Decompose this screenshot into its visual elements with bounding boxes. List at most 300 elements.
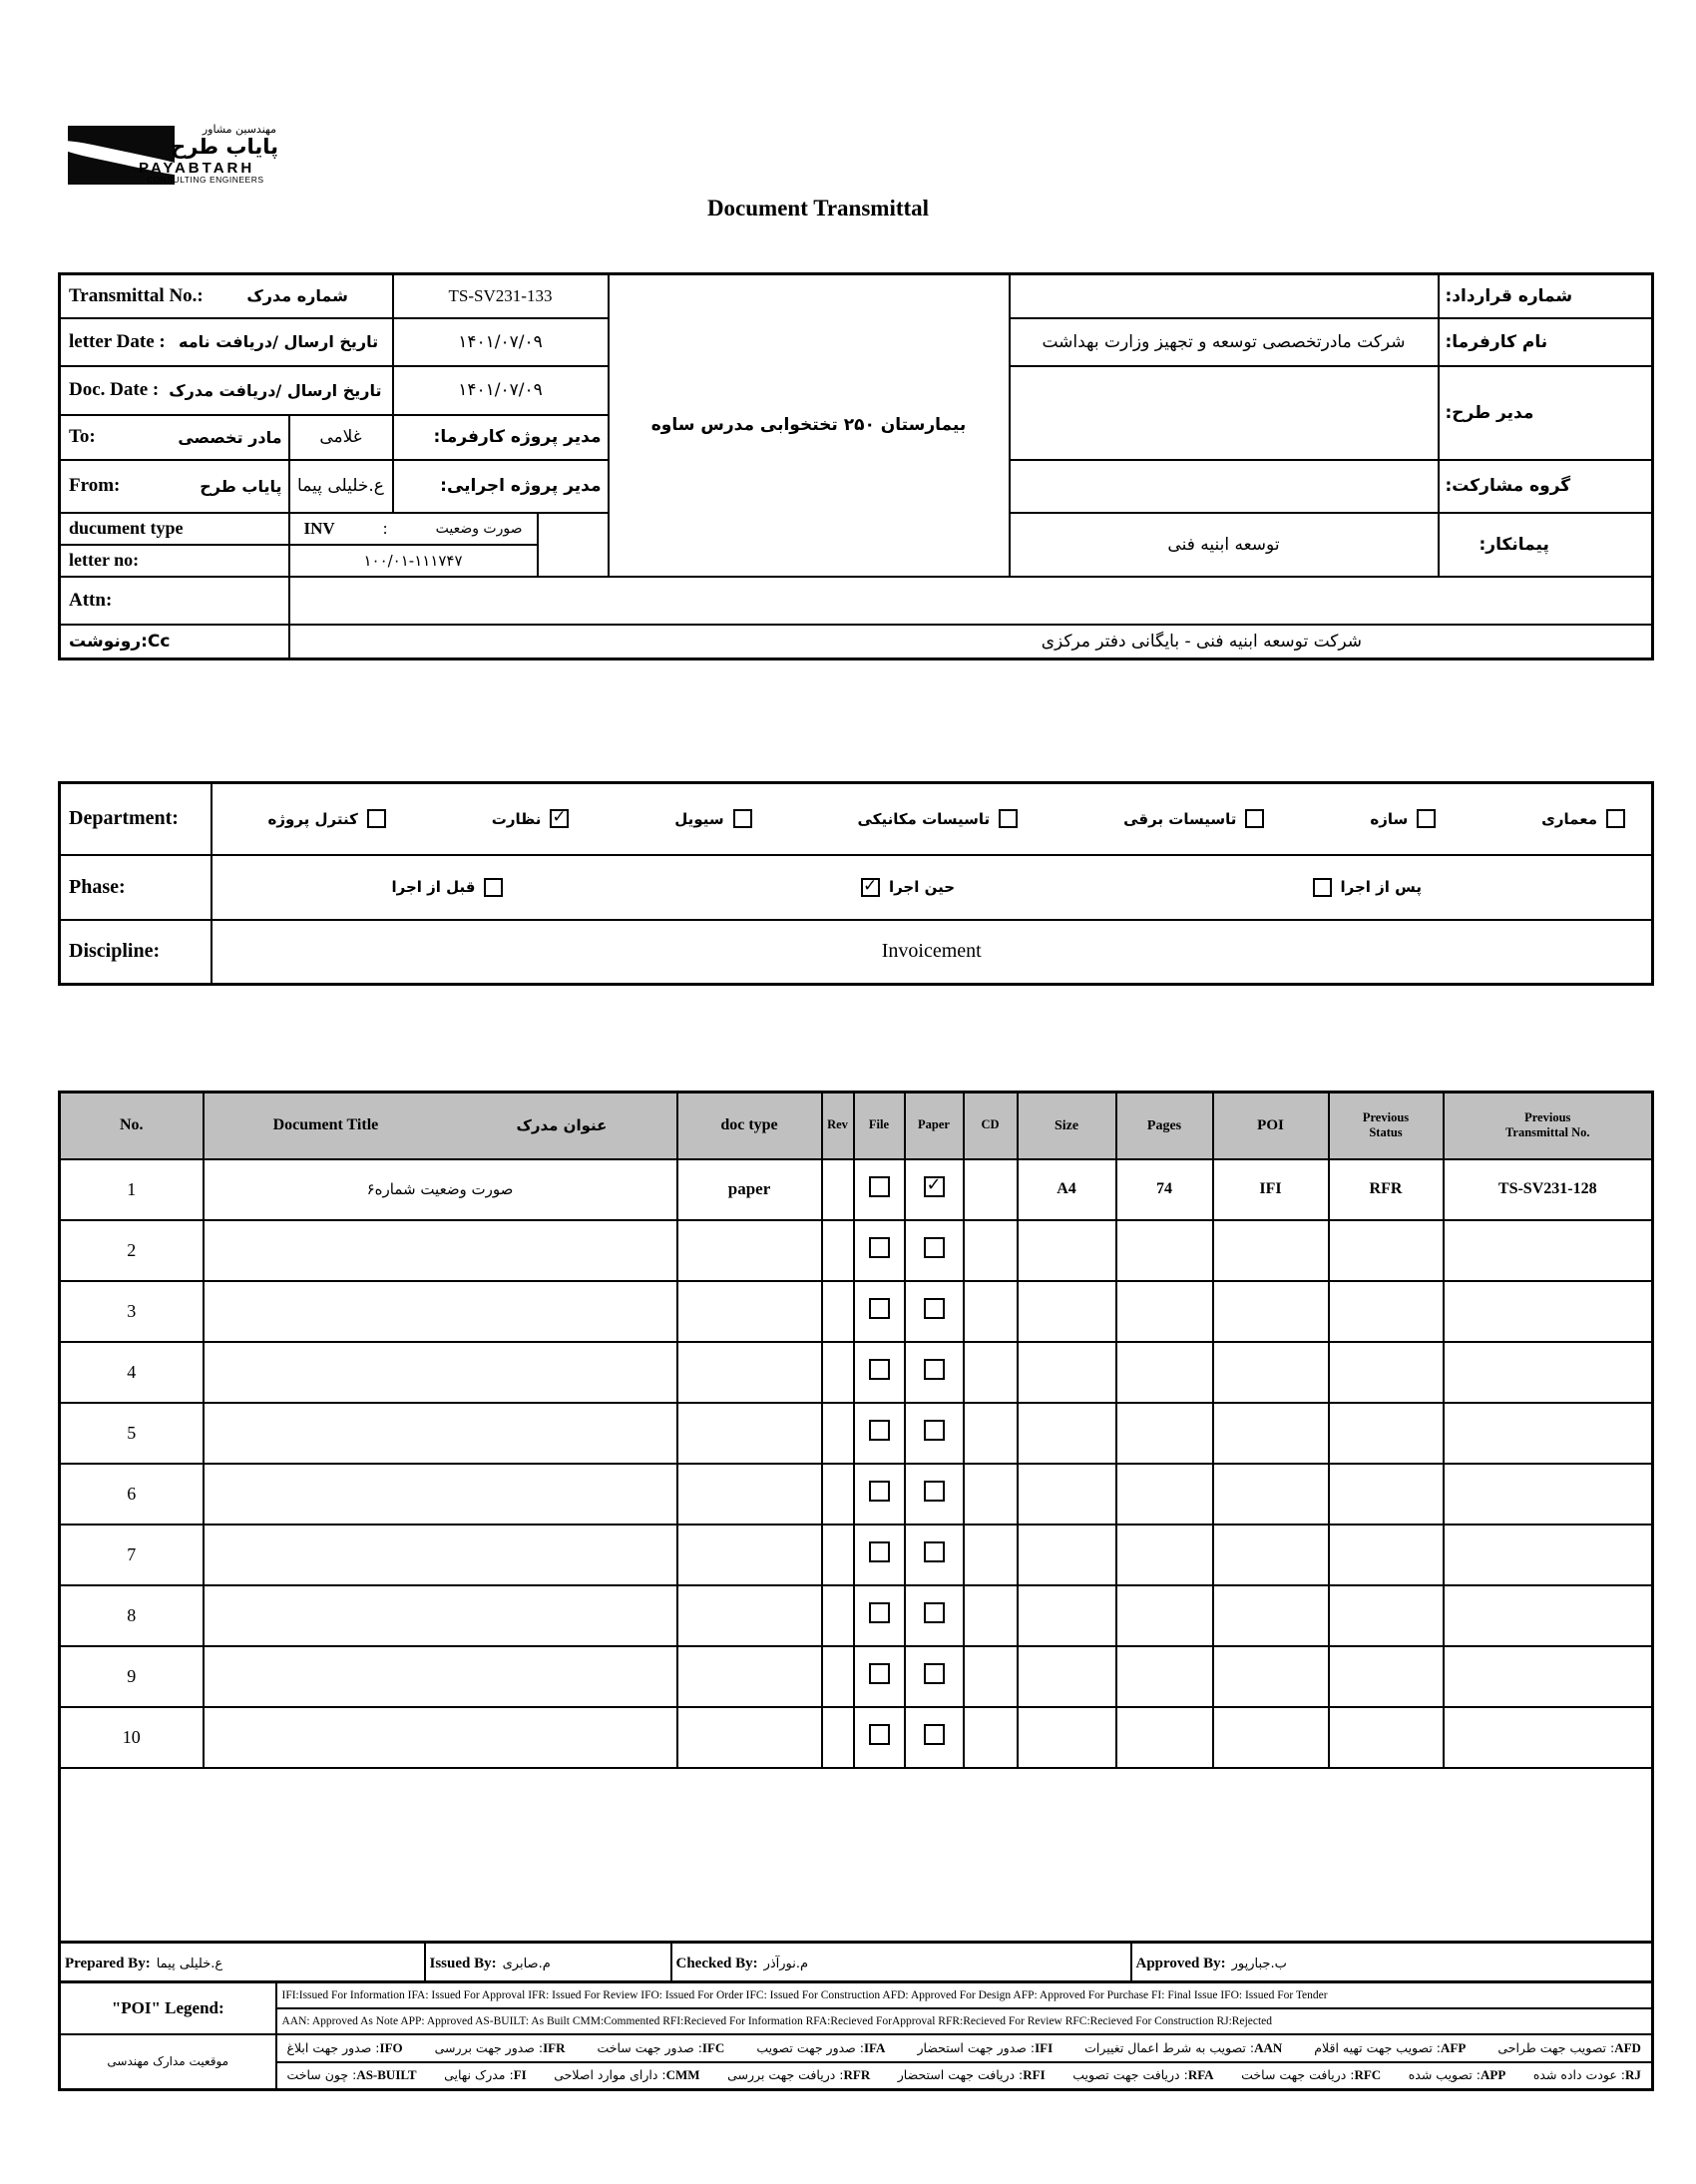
phase-options-cell: [212, 855, 1653, 920]
doc-row-poi: [1213, 1342, 1329, 1403]
doc-row-title: [204, 1585, 677, 1646]
contract-no-label: شماره قرارداد:: [1439, 274, 1653, 318]
to-cell: [60, 415, 289, 460]
prepared-by-label: Prepared By:: [65, 1955, 151, 1971]
doc-row-title: [204, 1220, 677, 1281]
fa-legend-pair: IFA: صدور جهت تصویب: [756, 2039, 886, 2055]
to-label: To:: [69, 426, 96, 447]
discipline-label: Discipline:: [60, 920, 212, 985]
phase-checkbox-group: [212, 878, 1652, 897]
department-option-label: کنترل پروژه: [267, 809, 358, 828]
department-option: [1370, 809, 1436, 828]
doc-row-prev-transmittal: [1444, 1525, 1653, 1585]
doc-row-file-cell: [854, 1342, 905, 1403]
col-header-poi: POI: [1213, 1092, 1329, 1159]
checkbox-icon[interactable]: [869, 1481, 890, 1502]
checkbox-icon[interactable]: [1313, 878, 1332, 897]
poi-legend-en-line1: IFI:Issued For Information IFA: Issued For Approval IFR: Issued For Review IFO: Issued For Order IFC: Issued For Construction AFD: Approved For Design AFP: Approved For Purchase FI: Final Issue IFO: Issued For Tender: [276, 1982, 1653, 2008]
to-org-fa: مادر تخصصی: [178, 427, 282, 447]
document-type-code: INV: [303, 518, 335, 538]
document-list-table: [58, 1091, 1654, 1944]
doc-row-size: A4: [1018, 1159, 1116, 1220]
doc-row-no: 3: [60, 1281, 204, 1342]
doc-row-prev-status: RFR: [1329, 1159, 1444, 1220]
doc-date-label-cell: [60, 366, 393, 415]
doc-row-pages: [1116, 1646, 1213, 1707]
to-role-label: مدیر پروژه کارفرما:: [393, 415, 609, 460]
doc-row-prev-transmittal: [1444, 1707, 1653, 1768]
checkbox-icon[interactable]: [924, 1663, 945, 1684]
doc-row-title: [204, 1342, 677, 1403]
partnership-value: [1010, 460, 1439, 513]
department-options-cell: [212, 783, 1653, 855]
doc-row-rev: [822, 1281, 854, 1342]
doc-row-size: [1018, 1342, 1116, 1403]
contractor-label: پیمانکار:: [1439, 513, 1653, 577]
doc-row-poi: [1213, 1403, 1329, 1464]
doc-row-paper-cell: [905, 1464, 964, 1525]
doc-row-title: [204, 1707, 677, 1768]
phase-label: Phase:: [60, 855, 212, 920]
doc-row-rev: [822, 1342, 854, 1403]
doc-row-doctype: [677, 1342, 822, 1403]
col-header-title: [204, 1092, 677, 1159]
doc-row-cd: [964, 1464, 1018, 1525]
doc-row-doctype: paper: [677, 1159, 822, 1220]
department-option: [1123, 809, 1264, 828]
doc-row-rev: [822, 1464, 854, 1525]
fa-legend-pair: AS-BUILT: چون ساخت: [286, 2067, 417, 2083]
doc-row-title: [204, 1281, 677, 1342]
col-header-paper: Paper: [905, 1092, 964, 1159]
doc-date-value: ۱۴۰۱/۰۷/۰۹: [393, 366, 609, 415]
col-header-prev-transmittal: Previous Transmittal No.: [1444, 1092, 1653, 1159]
phase-option: [1313, 878, 1422, 897]
discipline-value: Invoicement: [212, 920, 1653, 985]
doc-row-paper-cell: [905, 1342, 964, 1403]
doc-row-rev: [822, 1220, 854, 1281]
doc-row-cd: [964, 1525, 1018, 1585]
doc-row-title: صورت وضعیت شماره۶: [204, 1159, 677, 1220]
doc-row-rev: [822, 1159, 854, 1220]
checkbox-icon[interactable]: [869, 1602, 890, 1623]
doc-row-poi: [1213, 1707, 1329, 1768]
checkbox-icon[interactable]: [869, 1420, 890, 1441]
doc-row-cd: [964, 1646, 1018, 1707]
col-header-file: File: [854, 1092, 905, 1159]
doc-row-size: [1018, 1281, 1116, 1342]
col-header-prev-status: Previous Status: [1329, 1092, 1444, 1159]
page-title: Document Transmittal: [706, 196, 930, 220]
doc-row-pages: [1116, 1525, 1213, 1585]
prepared-by-name: ع.خلیلی پیما: [156, 1956, 223, 1971]
doc-row-size: [1018, 1403, 1116, 1464]
doc-row-prev-status: [1329, 1646, 1444, 1707]
department-option-label: سیویل: [674, 809, 724, 828]
attn-label-cell: [60, 577, 289, 625]
doc-row-no: 1: [60, 1159, 204, 1220]
col-header-size: Size: [1018, 1092, 1116, 1159]
doc-row-prev-status: [1329, 1403, 1444, 1464]
document-type-label: ducument type: [69, 518, 184, 538]
checkbox-icon[interactable]: [869, 1663, 890, 1684]
checkbox-icon[interactable]: [484, 878, 503, 897]
checkbox-icon[interactable]: [869, 1176, 890, 1197]
col-header-doctype: doc type: [677, 1092, 822, 1159]
fa-legend-pair: IFI: صدور جهت استحضار: [917, 2039, 1054, 2055]
doc-row-no: 5: [60, 1403, 204, 1464]
doc-row-file-cell: [854, 1707, 905, 1768]
department-option: [492, 809, 570, 828]
doc-row-cd: [964, 1707, 1018, 1768]
doc-row-no: 10: [60, 1707, 204, 1768]
doc-row-doctype: [677, 1707, 822, 1768]
checkbox-icon[interactable]: [869, 1359, 890, 1380]
transmittal-no-label-en: Transmittal No.:: [69, 284, 204, 306]
doc-row-size: [1018, 1646, 1116, 1707]
from-org-fa: پایاب طرح: [200, 476, 282, 496]
doc-row-file-cell: [854, 1585, 905, 1646]
doc-row-size: [1018, 1220, 1116, 1281]
doc-row-no: 6: [60, 1464, 204, 1525]
phase-option-label: حین اجرا: [888, 878, 956, 896]
fa-legend-pair: RFA: دریافت جهت تصویب: [1072, 2067, 1214, 2083]
department-option-label: سازه: [1370, 809, 1409, 828]
checkbox-icon[interactable]: [869, 1298, 890, 1319]
doc-row-no: 7: [60, 1525, 204, 1585]
doc-row-pages: [1116, 1464, 1213, 1525]
department-checkbox-group: [212, 809, 1652, 828]
attn-label: Attn:: [69, 589, 113, 611]
brand-tagline-fa: مهندسین مشاور: [202, 123, 276, 136]
doc-row-paper-cell: [905, 1403, 964, 1464]
department-option-label: معماری: [1541, 809, 1597, 828]
fa-legend-pair: AAN: تصویب به شرط اعمال تغییرات: [1084, 2039, 1283, 2055]
checkbox-icon[interactable]: [733, 809, 752, 828]
approved-by-name: ب.جبارپور: [1231, 1956, 1287, 1971]
checkbox-icon[interactable]: [924, 1298, 945, 1319]
doc-row-cd: [964, 1220, 1018, 1281]
doc-table-row: [60, 1525, 1653, 1585]
col-header-no: No.: [60, 1092, 204, 1159]
checked-by-label: Checked By:: [675, 1955, 758, 1971]
legend-table: [58, 1980, 1654, 2091]
doc-row-cd: [964, 1342, 1018, 1403]
approved-by-label: Approved By:: [1135, 1955, 1226, 1971]
doc-row-size: [1018, 1464, 1116, 1525]
department-option-label: تاسیسات مکانیکی: [857, 809, 991, 828]
doc-row-prev-status: [1329, 1281, 1444, 1342]
doc-row-paper-cell: [905, 1159, 964, 1220]
fa-legend-line1: [277, 2040, 1652, 2056]
doc-row-paper-cell: [905, 1220, 964, 1281]
checkbox-icon[interactable]: [924, 1724, 945, 1745]
doc-row-no: 4: [60, 1342, 204, 1403]
checked-by-cell: [671, 1943, 1131, 1982]
doc-table-row: [60, 1403, 1653, 1464]
checked-by-name: م.نورآذر: [763, 1956, 809, 1971]
checkbox-icon[interactable]: [924, 1541, 945, 1562]
issued-by-cell: [425, 1943, 671, 1982]
col-header-title-en: Document Title: [272, 1116, 379, 1134]
issued-by-label: Issued By:: [429, 1955, 497, 1971]
transmittal-no-label-fa: شماره مدرک: [246, 286, 348, 306]
fa-legend-pair: CMM: دارای موارد اصلاحی: [554, 2067, 700, 2083]
doc-row-pages: [1116, 1220, 1213, 1281]
from-label: From:: [69, 475, 121, 496]
poi-legend-en-line2: AAN: Approved As Note APP: Approved AS-BUILT: As Built CMM:Commented RFI:Recieved For Information RFA:Recieved ForApproval RFR:Recieved For Review RFC:Recieved For Construction RJ:Rejected: [276, 2008, 1653, 2034]
prepared-by-cell: [60, 1943, 425, 1982]
checkbox-icon[interactable]: [1245, 809, 1264, 828]
doc-row-prev-transmittal: [1444, 1646, 1653, 1707]
col-header-cd: CD: [964, 1092, 1018, 1159]
checkbox-icon[interactable]: [869, 1237, 890, 1258]
fa-legend-pair: IFO: صدور جهت ابلاغ: [286, 2039, 403, 2055]
checkbox-checked-icon[interactable]: [924, 1176, 945, 1197]
letter-no-label-cell: [60, 545, 289, 577]
doc-row-prev-transmittal: [1444, 1342, 1653, 1403]
fa-legend-pair: RFC: دریافت جهت ساخت: [1241, 2067, 1382, 2083]
doc-row-file-cell: [854, 1464, 905, 1525]
doc-row-prev-transmittal: [1444, 1220, 1653, 1281]
doc-row-rev: [822, 1525, 854, 1585]
fa-legend-line1-cell: [276, 2034, 1653, 2062]
document-type-colon: :: [382, 518, 388, 538]
doc-date-label-fa: تاریخ ارسال /دریافت مدرک: [169, 380, 382, 400]
doc-row-paper-cell: [905, 1707, 964, 1768]
doc-row-paper-cell: [905, 1646, 964, 1707]
doc-table-empty-cell: [60, 1768, 1653, 1943]
doc-row-file-cell: [854, 1646, 905, 1707]
doc-row-size: [1018, 1707, 1116, 1768]
doc-row-prev-status: [1329, 1464, 1444, 1525]
project-name-cell: بیمارستان ۲۵۰ تختخوابی مدرس ساوه: [609, 274, 1010, 577]
classification-table: [58, 781, 1654, 986]
doc-table-row: [60, 1281, 1653, 1342]
letter-date-label-cell: [60, 318, 393, 366]
doc-table-row: [60, 1707, 1653, 1768]
letter-no-label: letter no:: [69, 550, 140, 570]
doc-row-doctype: [677, 1464, 822, 1525]
checkbox-icon[interactable]: [924, 1359, 945, 1380]
checkbox-checked-icon[interactable]: [550, 809, 569, 828]
doc-row-doctype: [677, 1585, 822, 1646]
from-person: ع.خلیلی پیما: [289, 460, 393, 513]
fa-legend-pair: FI: مدرک نهایی: [444, 2067, 527, 2083]
checkbox-icon[interactable]: [924, 1602, 945, 1623]
doc-row-poi: [1213, 1220, 1329, 1281]
contractor-value: توسعه ابنیه فنی: [1010, 513, 1439, 577]
doc-row-no: 8: [60, 1585, 204, 1646]
doc-row-prev-transmittal: [1444, 1585, 1653, 1646]
doc-row-pages: [1116, 1281, 1213, 1342]
doc-table-row: [60, 1464, 1653, 1525]
phase-option-label: قبل از اجرا: [391, 878, 476, 896]
checkbox-icon[interactable]: [924, 1481, 945, 1502]
fa-legend-pair: RJ: عودت داده شده: [1532, 2067, 1641, 2083]
from-cell: [60, 460, 289, 513]
checkbox-icon[interactable]: [869, 1541, 890, 1562]
phase-option-label: پس از اجرا: [1340, 878, 1422, 896]
doc-row-cd: [964, 1159, 1018, 1220]
doc-row-file-cell: [854, 1159, 905, 1220]
col-header-title-fa: عنوان مدرک: [516, 1115, 608, 1134]
doc-table-row: [60, 1220, 1653, 1281]
doc-row-rev: [822, 1646, 854, 1707]
doc-row-doctype: [677, 1646, 822, 1707]
doc-row-prev-transmittal: [1444, 1403, 1653, 1464]
fa-legend-pair: AFD: تصویب جهت طراحی: [1497, 2039, 1641, 2055]
document-type-value-cell: [289, 513, 538, 545]
department-option: [674, 809, 751, 828]
brand-name-fa: پایاب طرح: [171, 134, 278, 159]
checkbox-icon[interactable]: [1417, 809, 1436, 828]
doc-row-poi: [1213, 1464, 1329, 1525]
fa-legend-pair: AFP: تصویب جهت تهیه اقلام: [1314, 2039, 1467, 2055]
doc-row-pages: [1116, 1707, 1213, 1768]
document-type-label-cell: [60, 513, 289, 545]
department-label: Department:: [60, 783, 212, 855]
doc-row-pages: [1116, 1342, 1213, 1403]
cc-label-cell: [60, 625, 289, 659]
doc-row-title: [204, 1525, 677, 1585]
doc-row-size: [1018, 1585, 1116, 1646]
col-header-pages: Pages: [1116, 1092, 1213, 1159]
doc-row-cd: [964, 1585, 1018, 1646]
checkbox-icon[interactable]: [924, 1237, 945, 1258]
letter-no-value: ۱۰۰/۰۱-۱۱۱۷۴۷: [289, 545, 538, 577]
cc-label: Cc:رونوشت: [69, 631, 171, 652]
phase-option: [392, 878, 504, 897]
doc-row-no: 9: [60, 1646, 204, 1707]
department-option-label: تاسیسات برقی: [1123, 809, 1237, 828]
doc-row-poi: [1213, 1646, 1329, 1707]
doc-date-label-en: Doc. Date :: [69, 379, 160, 400]
brand-subtitle-en: CONSULTING ENGINEERS: [147, 175, 264, 186]
fa-legend-pair: IFR: صدور جهت بررسی: [434, 2039, 566, 2055]
checkbox-icon[interactable]: [1606, 809, 1625, 828]
doc-row-poi: [1213, 1281, 1329, 1342]
checkbox-checked-icon[interactable]: [861, 878, 880, 897]
doc-row-rev: [822, 1403, 854, 1464]
transmittal-no-label-cell: [60, 274, 393, 318]
spacer-cell: [538, 513, 609, 577]
doc-row-cd: [964, 1281, 1018, 1342]
doc-row-pages: 74: [1116, 1159, 1213, 1220]
fa-legend-pair: RFR: دریافت جهت بررسی: [727, 2067, 871, 2083]
partnership-label: گروه مشارکت:: [1439, 460, 1653, 513]
doc-row-prev-transmittal: [1444, 1281, 1653, 1342]
poi-legend-label: "POI" Legend:: [60, 1982, 276, 2034]
approved-by-cell: [1131, 1943, 1653, 1982]
doc-row-poi: [1213, 1525, 1329, 1585]
department-option: [858, 809, 1019, 828]
plan-manager-value: [1010, 366, 1439, 460]
transmittal-no-value: TS-SV231-133: [393, 274, 609, 318]
brand-name-en: PAYABTARH: [139, 159, 255, 177]
letter-date-label-en: letter Date :: [69, 330, 166, 352]
doc-row-doctype: [677, 1281, 822, 1342]
doc-row-prev-status: [1329, 1220, 1444, 1281]
doc-row-prev-status: [1329, 1525, 1444, 1585]
doc-row-prev-transmittal: [1444, 1464, 1653, 1525]
fa-legend-line2-cell: [276, 2062, 1653, 2090]
doc-table-row: [60, 1159, 1653, 1220]
fa-legend-pair: APP: تصویب شده: [1408, 2067, 1506, 2083]
client-name-value: شرکت مادرتخصصی توسعه و تجهیز وزارت بهداشت: [1010, 318, 1439, 366]
doc-row-prev-status: [1329, 1707, 1444, 1768]
fa-legend-pair: IFC: صدور جهت ساخت: [597, 2039, 725, 2055]
doc-row-doctype: [677, 1220, 822, 1281]
client-name-label: نام کارفرما:: [1439, 318, 1653, 366]
checkbox-icon[interactable]: [367, 809, 386, 828]
fa-legend-line2: [277, 2067, 1652, 2083]
from-role-label: مدیر پروژه اجرایی:: [393, 460, 609, 513]
doc-row-file-cell: [854, 1525, 905, 1585]
doc-row-file-cell: [854, 1281, 905, 1342]
department-option: [268, 809, 386, 828]
doc-row-title: [204, 1646, 677, 1707]
department-option-label: نظارت: [491, 809, 542, 828]
doc-table-row: [60, 1585, 1653, 1646]
doc-row-no: 2: [60, 1220, 204, 1281]
document-type-fa: صورت وضعیت: [435, 520, 523, 537]
doc-row-pages: [1116, 1585, 1213, 1646]
doc-row-doctype: [677, 1525, 822, 1585]
doc-row-rev: [822, 1585, 854, 1646]
doc-row-title: [204, 1403, 677, 1464]
letter-date-value: ۱۴۰۱/۰۷/۰۹: [393, 318, 609, 366]
fa-legend-label: موقعیت مدارک مهندسی: [60, 2034, 276, 2090]
contract-no-value: [1010, 274, 1439, 318]
doc-row-file-cell: [854, 1403, 905, 1464]
doc-row-prev-status: [1329, 1342, 1444, 1403]
doc-row-rev: [822, 1707, 854, 1768]
col-header-rev: Rev: [822, 1092, 854, 1159]
doc-row-poi: [1213, 1585, 1329, 1646]
plan-manager-label: مدیر طرح:: [1439, 366, 1653, 460]
doc-row-paper-cell: [905, 1525, 964, 1585]
brand-block: [133, 124, 282, 185]
doc-row-prev-transmittal: TS-SV231-128: [1444, 1159, 1653, 1220]
to-person: غلامی: [289, 415, 393, 460]
doc-row-paper-cell: [905, 1281, 964, 1342]
department-option: [1541, 809, 1625, 828]
doc-row-cd: [964, 1403, 1018, 1464]
doc-table-empty-area: [60, 1768, 1653, 1943]
doc-row-doctype: [677, 1403, 822, 1464]
cc-value: شرکت توسعه ابنیه فنی - بایگانی دفتر مرکزی: [289, 625, 1653, 659]
attn-value: [289, 577, 1653, 625]
doc-row-title: [204, 1464, 677, 1525]
checkbox-icon[interactable]: [869, 1724, 890, 1745]
doc-table-row: [60, 1646, 1653, 1707]
doc-row-paper-cell: [905, 1585, 964, 1646]
fa-legend-pair: RFI: دریافت جهت استحضار: [897, 2067, 1046, 2083]
doc-row-poi: IFI: [1213, 1159, 1329, 1220]
doc-row-pages: [1116, 1403, 1213, 1464]
doc-table-row: [60, 1342, 1653, 1403]
issued-by-name: م.صابری: [502, 1956, 551, 1971]
checkbox-icon[interactable]: [999, 809, 1018, 828]
transmittal-info-table: [58, 272, 1654, 660]
phase-option: [861, 878, 955, 897]
doc-row-file-cell: [854, 1220, 905, 1281]
checkbox-icon[interactable]: [924, 1420, 945, 1441]
doc-row-prev-status: [1329, 1585, 1444, 1646]
signature-table: [58, 1941, 1654, 1983]
doc-row-size: [1018, 1525, 1116, 1585]
